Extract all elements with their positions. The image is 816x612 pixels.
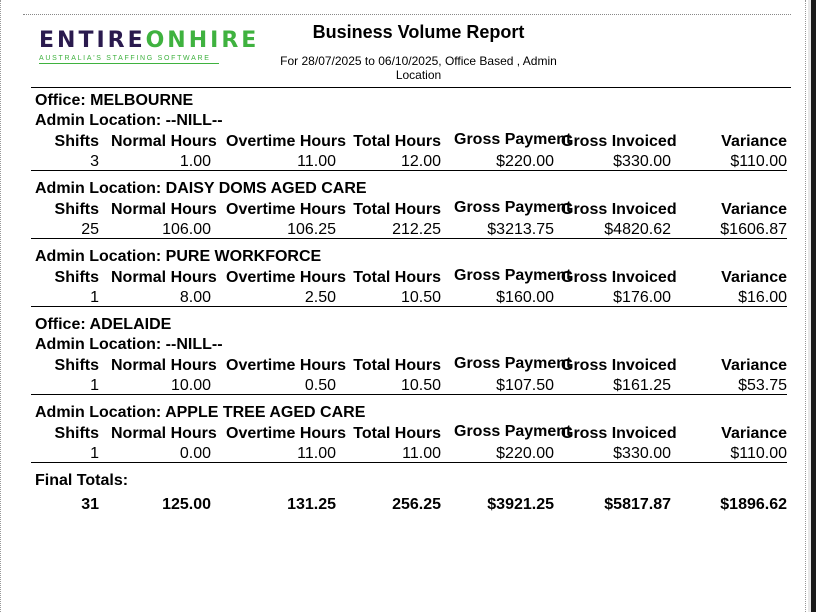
section-divider bbox=[31, 238, 787, 239]
table-cell: $4820.62 bbox=[604, 221, 671, 238]
total-cell: 31 bbox=[81, 496, 99, 513]
table-cell: 1 bbox=[90, 289, 99, 306]
table-cell: 106.25 bbox=[287, 221, 336, 238]
column-header: Variance bbox=[721, 201, 787, 218]
header-divider bbox=[31, 87, 791, 88]
company-logo bbox=[39, 30, 259, 64]
table-cell: 25 bbox=[81, 221, 99, 238]
column-header: Normal Hours bbox=[111, 133, 217, 150]
table-cell: 10.50 bbox=[400, 377, 441, 394]
admin-location-label: Admin Location: --NILL-- bbox=[35, 336, 223, 353]
column-header: Variance bbox=[721, 425, 787, 442]
column-header: Overtime Hours bbox=[226, 357, 347, 374]
column-header: Gross Payment bbox=[454, 267, 572, 284]
section-divider bbox=[31, 462, 787, 463]
logo-part-entire: ENTIRE bbox=[39, 28, 146, 53]
total-cell: $5817.87 bbox=[604, 496, 671, 513]
office-label: Office: MELBOURNE bbox=[35, 92, 194, 109]
table-cell: 1 bbox=[90, 377, 99, 394]
column-header: Variance bbox=[721, 357, 787, 374]
total-cell: $3921.25 bbox=[487, 496, 554, 513]
viewer-scrollbar-track bbox=[808, 0, 811, 612]
total-cell: 256.25 bbox=[392, 496, 441, 513]
table-cell: 0.50 bbox=[304, 377, 336, 394]
column-header: Overtime Hours bbox=[226, 133, 347, 150]
table-cell: 8.00 bbox=[179, 289, 211, 306]
table-cell: $110.00 bbox=[730, 445, 787, 462]
viewer-scrollbar[interactable] bbox=[808, 0, 816, 612]
column-header: Shifts bbox=[54, 201, 99, 218]
table-cell: $160.00 bbox=[496, 289, 554, 306]
admin-location-label: Admin Location: PURE WORKFORCE bbox=[35, 248, 322, 265]
section-divider bbox=[31, 306, 787, 307]
table-cell: $220.00 bbox=[496, 153, 554, 170]
table-cell: 0.00 bbox=[179, 445, 211, 462]
column-header: Total Hours bbox=[353, 269, 441, 286]
report-subtitle bbox=[251, 54, 586, 82]
table-cell: 106.00 bbox=[162, 221, 211, 238]
table-cell: $161.25 bbox=[613, 377, 671, 394]
logo-wordmark bbox=[39, 30, 259, 52]
table-cell: $330.00 bbox=[613, 445, 671, 462]
table-cell: $107.50 bbox=[496, 377, 554, 394]
column-header: Normal Hours bbox=[111, 357, 217, 374]
column-header: Gross Invoiced bbox=[561, 357, 677, 374]
column-header: Variance bbox=[721, 269, 787, 286]
column-header: Gross Payment bbox=[454, 131, 572, 148]
admin-location-label: Admin Location: --NILL-- bbox=[35, 112, 223, 129]
column-header: Shifts bbox=[54, 357, 99, 374]
logo-underline bbox=[39, 63, 219, 64]
table-cell: $110.00 bbox=[730, 153, 787, 170]
column-header: Variance bbox=[721, 133, 787, 150]
column-header: Gross Payment bbox=[454, 355, 572, 372]
top-dotted-rule bbox=[23, 14, 791, 15]
table-cell: 11.00 bbox=[402, 445, 441, 462]
table-cell: $220.00 bbox=[496, 445, 554, 462]
column-header: Gross Invoiced bbox=[561, 425, 677, 442]
total-cell: 131.25 bbox=[287, 496, 336, 513]
logo-part-onhire: ONHIRE bbox=[145, 28, 260, 53]
table-cell: 12.00 bbox=[400, 153, 441, 170]
column-header: Gross Invoiced bbox=[561, 201, 677, 218]
column-header: Gross Invoiced bbox=[561, 133, 677, 150]
table-cell: $53.75 bbox=[738, 377, 787, 394]
column-header: Gross Payment bbox=[454, 199, 572, 216]
table-cell: 1.00 bbox=[179, 153, 211, 170]
table-cell: $330.00 bbox=[613, 153, 671, 170]
column-header: Gross Payment bbox=[454, 423, 572, 440]
column-header: Normal Hours bbox=[111, 269, 217, 286]
total-cell: $1896.62 bbox=[720, 496, 787, 513]
column-header: Normal Hours bbox=[111, 425, 217, 442]
table-cell: $1606.87 bbox=[720, 221, 787, 238]
column-header: Overtime Hours bbox=[226, 201, 347, 218]
column-header: Overtime Hours bbox=[226, 425, 347, 442]
total-cell: 125.00 bbox=[162, 496, 211, 513]
office-label: Office: ADELAIDE bbox=[35, 316, 172, 333]
column-header: Overtime Hours bbox=[226, 269, 347, 286]
column-header: Shifts bbox=[54, 425, 99, 442]
table-cell: $3213.75 bbox=[487, 221, 554, 238]
table-cell: 10.50 bbox=[400, 289, 441, 306]
section-divider bbox=[31, 394, 787, 395]
admin-location-label: Admin Location: DAISY DOMS AGED CARE bbox=[35, 180, 367, 197]
table-cell: 2.50 bbox=[304, 289, 336, 306]
table-cell: 1 bbox=[90, 445, 99, 462]
table-cell: $16.00 bbox=[738, 289, 787, 306]
table-cell: 10.00 bbox=[170, 377, 211, 394]
table-cell: $176.00 bbox=[613, 289, 671, 306]
report-subtitle-line2: Location bbox=[395, 68, 442, 82]
column-header: Total Hours bbox=[353, 357, 441, 374]
table-cell: 11.00 bbox=[297, 445, 336, 462]
table-cell: 212.25 bbox=[392, 221, 441, 238]
table-cell: 3 bbox=[90, 153, 99, 170]
section-divider bbox=[31, 170, 787, 171]
column-header: Shifts bbox=[54, 269, 99, 286]
logo-tagline: AUSTRALIA'S STAFFING SOFTWARE bbox=[39, 55, 211, 62]
column-header: Total Hours bbox=[353, 133, 441, 150]
report-title: Business Volume Report bbox=[312, 22, 525, 42]
column-header: Normal Hours bbox=[111, 201, 217, 218]
column-header: Gross Invoiced bbox=[561, 269, 677, 286]
column-header: Shifts bbox=[54, 133, 99, 150]
report-subtitle-line1: For 28/07/2025 to 06/10/2025, Office Based , Admin bbox=[280, 54, 557, 68]
final-totals-label: Final Totals: bbox=[35, 472, 129, 489]
table-cell: 11.00 bbox=[297, 153, 336, 170]
admin-location-label: Admin Location: APPLE TREE AGED CARE bbox=[35, 404, 366, 421]
column-header: Total Hours bbox=[353, 425, 441, 442]
column-header: Total Hours bbox=[353, 201, 441, 218]
